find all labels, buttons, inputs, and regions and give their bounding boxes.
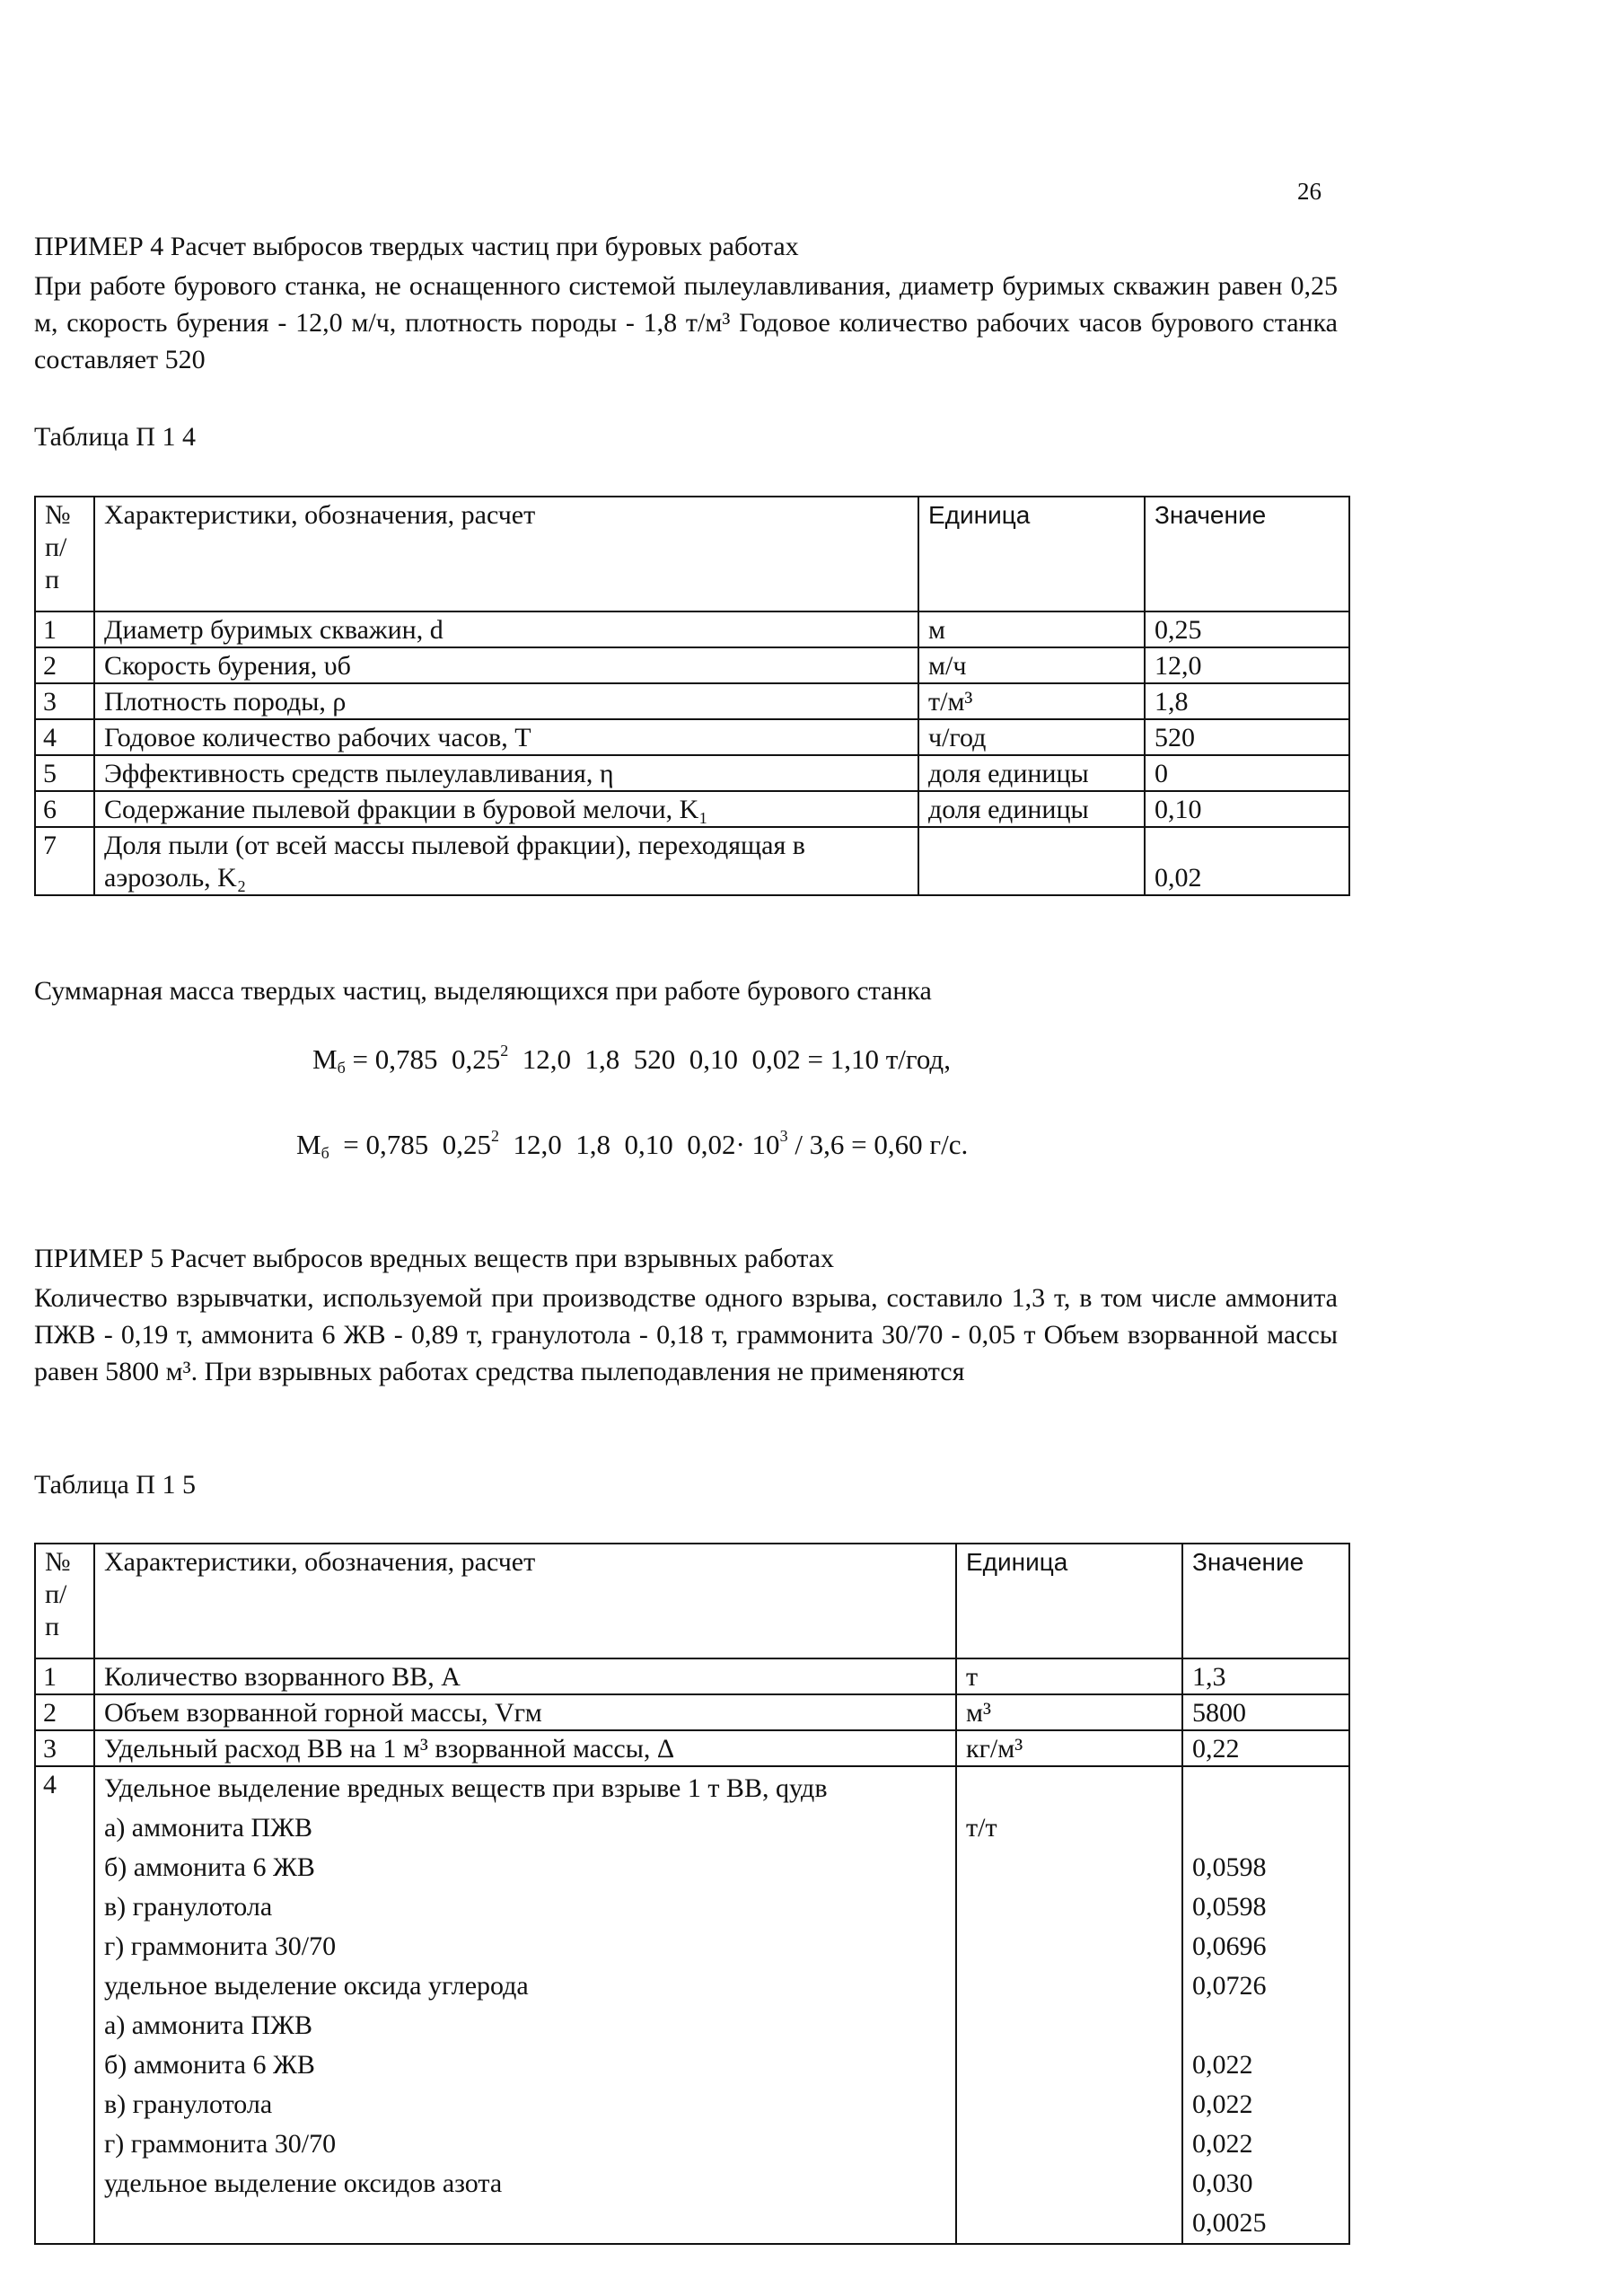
example5-heading: ПРИМЕР 5 Расчет выбросов вредных веществ при взрывных работах: [34, 1244, 834, 1273]
row4-line-value: [1192, 2006, 1341, 2045]
row-number: 3: [35, 1730, 94, 1766]
header-value: Значение: [1182, 1544, 1349, 1658]
row-description: Эффективность средств пылеулавливания, η: [94, 755, 918, 791]
row-value: 0,02: [1145, 827, 1349, 895]
header-value: Значение: [1145, 497, 1349, 611]
row-description: Диаметр буримых скважин, d: [94, 611, 918, 647]
row-unit: м/ч: [918, 647, 1145, 683]
table-p15: [34, 1543, 1350, 2245]
table-row: [35, 827, 1349, 895]
row-number: 3: [35, 683, 94, 719]
row-description: Доля пыли (от всей массы пылевой фракции), переходящая в аэрозоль, K₂: [94, 827, 918, 895]
header-unit: Единица: [918, 497, 1145, 611]
table-row: [35, 791, 1349, 827]
row4-line-value: 0,022: [1192, 2089, 1253, 2119]
row4-values: [1182, 1766, 1349, 2244]
row4-line-value: 0,030: [1192, 2168, 1253, 2198]
row-number: 2: [35, 647, 94, 683]
row-description: Объем взорванной горной массы, Vгм: [94, 1694, 956, 1730]
row4-line-text: удельное выделение оксидов азота: [104, 2168, 503, 2198]
row-number: 1: [35, 611, 94, 647]
example4-heading: ПРИМЕР 4 Расчет выбросов твердых частиц при буровых работах: [34, 232, 799, 261]
example4-text: При работе бурового станка, не оснащенного системой пылеулавливания, диаметр буримых скважин равен 0,25 м, скорость бурения - 12,0 м/ч, плотность породы - 1,8 т/м³ Годовое количество рабочих часов бурового станка составляет 520: [34, 271, 1338, 374]
row4-unit: т/т: [966, 1813, 997, 1843]
example5-text: Количество взрывчатки, используемой при производстве одного взрыва, составило 1,3 т, в том числе аммонита ПЖВ - 0,19 т, аммонита 6 ЖВ - 0,89 т, гранулотола - 0,18 т, граммонита 30/70 - 0,05 т Объем взорванной массы равен 5800 м³. При взрывных работах средства пылеподавления не применяются: [34, 1283, 1338, 1386]
row-description: Плотность породы, ρ: [94, 683, 918, 719]
example4-summary: Суммарная масса твердых частиц, выделяющихся при работе бурового станка: [34, 976, 932, 1006]
row-unit: кг/м³: [956, 1730, 1182, 1766]
row-value: 0: [1145, 755, 1349, 791]
table-row: [35, 1658, 1349, 1694]
row4-title: Удельное выделение вредных веществ при взрыве 1 т ВВ, qудв: [104, 1773, 828, 1803]
row-number: 5: [35, 755, 94, 791]
header-number: № п/ п: [35, 497, 94, 611]
row4-line-text: а) аммонита ПЖВ: [104, 2010, 313, 2040]
table-row: [35, 755, 1349, 791]
table-row: [35, 647, 1349, 683]
header-unit: Единица: [956, 1544, 1182, 1658]
row-value: 5800: [1182, 1694, 1349, 1730]
header-characteristics: Характеристики, обозначения, расчет: [94, 497, 918, 611]
row-number: 4: [35, 1766, 94, 2244]
row4-line-value: 0,0598: [1192, 1892, 1267, 1922]
row-value: 1,8: [1145, 683, 1349, 719]
row4-line-value: 0,022: [1192, 2129, 1253, 2159]
row4-line-text: в) гранулотола: [104, 2089, 273, 2119]
row-description: Годовое количество рабочих часов, Т: [94, 719, 918, 755]
header-characteristics: Характеристики, обозначения, расчет: [94, 1544, 956, 1658]
table-row: [35, 1694, 1349, 1730]
row4-line-text: а) аммонита ПЖВ: [104, 1813, 313, 1843]
row-value: 0,10: [1145, 791, 1349, 827]
row-description: Удельный расход ВВ на 1 м³ взорванной массы, Δ: [94, 1730, 956, 1766]
row4-line-value: 0,0726: [1192, 1971, 1267, 2001]
row-value: 1,3: [1182, 1658, 1349, 1694]
row-unit: [918, 827, 1145, 895]
row4-line-value: 0,022: [1192, 2050, 1253, 2080]
row-unit: доля единицы: [918, 755, 1145, 791]
header-number: № п/ п: [35, 1544, 94, 1658]
table-header-row: [35, 1544, 1349, 1658]
row4-line-text: г) граммонита 30/70: [104, 2129, 337, 2159]
row-description: Содержание пылевой фракции в буровой мелочи, K₁: [94, 791, 918, 827]
table-header-row: [35, 497, 1349, 611]
table-p15-caption: Таблица П 1 5: [34, 1470, 196, 1500]
row-unit: т/м³: [918, 683, 1145, 719]
row-unit: доля единицы: [918, 791, 1145, 827]
row4-line-text: б) аммонита 6 ЖВ: [104, 2050, 315, 2080]
row4-line-text: в) гранулотола: [104, 1892, 273, 1922]
row4-line-text: удельное выделение оксида углерода: [104, 1971, 529, 2001]
row-description: Скорость бурения, υб: [94, 647, 918, 683]
formula-per-second: $M_б = 0,785$ 0,25$^2$ 12,0 1,8 0,10 $0,02\cdot 10^3 / 3,6 = 0,60$ г/с.: [296, 1127, 969, 1162]
row4-description: [94, 1766, 956, 2244]
row4-line-value: 0,0696: [1192, 1931, 1267, 1961]
table-row: [35, 719, 1349, 755]
row4-line-value: 0,0598: [1192, 1852, 1267, 1882]
table-row: [35, 1730, 1349, 1766]
table-row: [35, 611, 1349, 647]
row4-line-value: 0,0025: [1192, 2208, 1267, 2238]
formula-annual: $M_б = 0,785$ 0,25$^2$ 12,0 1,8 520 0,10 0,02 = 1,10 т/год,: [312, 1042, 951, 1077]
table-p14-caption: Таблица П 1 4: [34, 422, 196, 452]
table-row: [35, 1766, 1349, 2244]
row-number: 6: [35, 791, 94, 827]
row4-line-text: б) аммонита 6 ЖВ: [104, 1852, 315, 1882]
page-number: 26: [1297, 178, 1322, 205]
row-value: 12,0: [1145, 647, 1349, 683]
row4-line-text: г) граммонита 30/70: [104, 1931, 337, 1961]
row-number: 7: [35, 827, 94, 895]
row-value: 520: [1145, 719, 1349, 755]
row-unit: м: [918, 611, 1145, 647]
table-p14: [34, 496, 1350, 896]
table-row: [35, 683, 1349, 719]
row-value: 0,25: [1145, 611, 1349, 647]
row-number: 2: [35, 1694, 94, 1730]
row-unit: т: [956, 1658, 1182, 1694]
row-number: 4: [35, 719, 94, 755]
row-unit: ч/год: [918, 719, 1145, 755]
row-description: Количество взорванного ВВ, А: [94, 1658, 956, 1694]
row-unit: м³: [956, 1694, 1182, 1730]
row-value: 0,22: [1182, 1730, 1349, 1766]
row4-unit-cell: [956, 1766, 1182, 2244]
row-number: 1: [35, 1658, 94, 1694]
